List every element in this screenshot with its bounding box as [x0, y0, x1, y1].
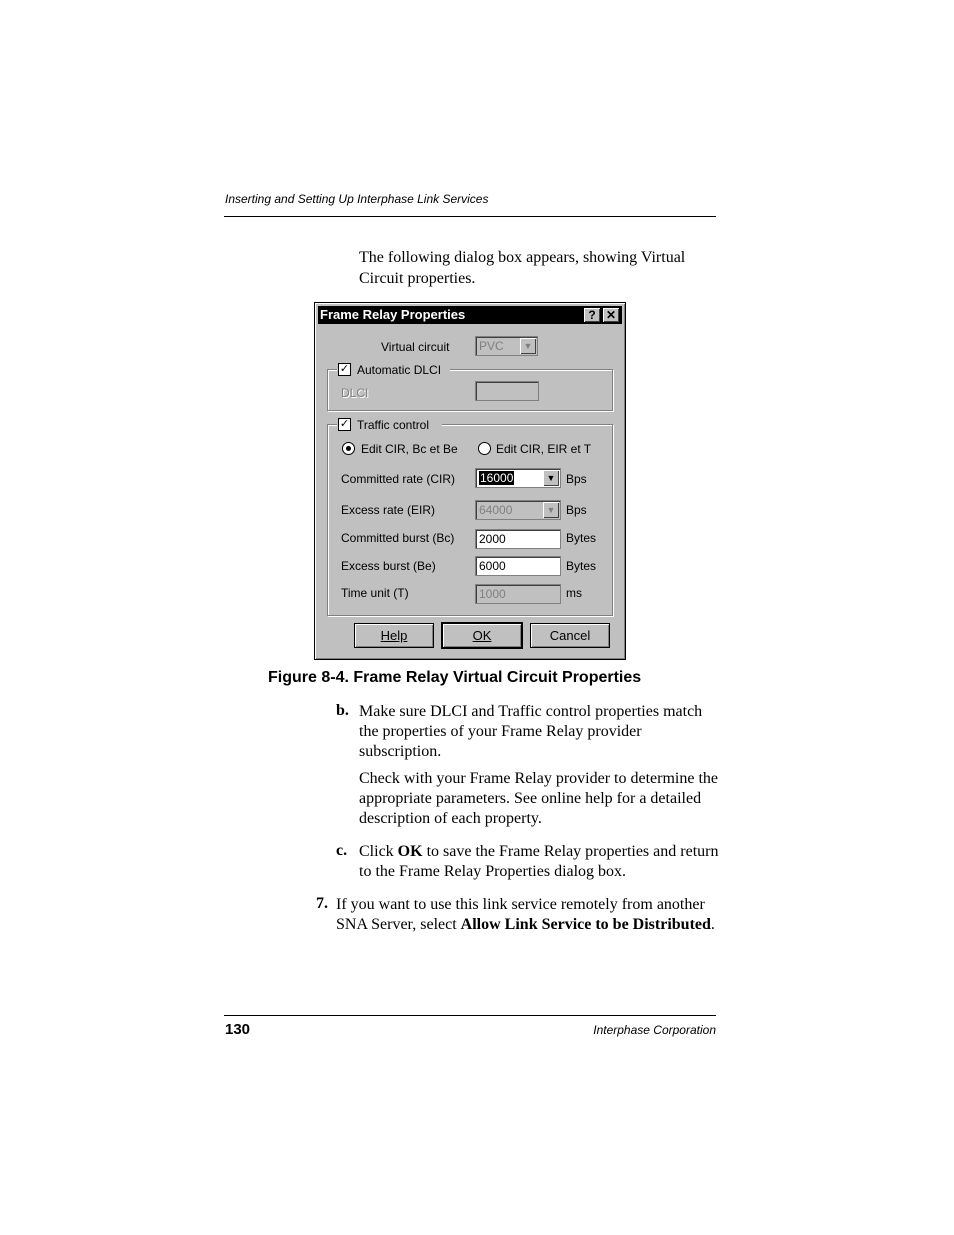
excess-rate-value: 64000 — [479, 503, 513, 517]
step-b-text: Make sure DLCI and Traffic control properties match the properties of your Frame Relay provider subscription. — [359, 703, 703, 760]
excess-rate-unit: Bps — [566, 503, 587, 517]
radio-cir-eir-t-label: Edit CIR, EIR et T — [496, 442, 592, 456]
step-c-pre: Click — [359, 843, 398, 860]
committed-rate-combo[interactable] — [475, 468, 561, 488]
traffic-control-row[interactable] — [337, 417, 442, 433]
footer-rule — [224, 1015, 716, 1016]
traffic-control-label: Traffic control — [357, 418, 430, 432]
close-title-button[interactable] — [603, 308, 619, 322]
excess-burst-input[interactable]: 6000 — [475, 556, 561, 576]
committed-rate-label: Committed rate (CIR) — [341, 472, 456, 486]
automatic-dlci-checkbox[interactable]: ✓ — [339, 363, 350, 375]
help-button[interactable]: Help — [354, 623, 434, 648]
step-c-marker: c. — [336, 842, 348, 859]
virtual-circuit-label: Virtual circuit — [381, 340, 450, 354]
dlci-label: DLCI — [341, 386, 369, 400]
header-rule — [224, 216, 716, 217]
close-icon: ✕ — [605, 308, 617, 322]
radio-cir-bc-be[interactable] — [342, 442, 355, 455]
step-c-bold: OK — [397, 843, 423, 860]
virtual-circuit-select[interactable] — [475, 336, 538, 356]
chevron-down-icon[interactable]: ▼ — [520, 338, 536, 354]
dlci-input[interactable] — [475, 381, 539, 401]
virtual-circuit-value: PVC — [479, 339, 504, 353]
excess-rate-combo[interactable] — [475, 500, 561, 520]
ok-button[interactable]: OK — [442, 623, 522, 648]
step-7-bold: Allow Link Service to be Distributed — [460, 916, 711, 933]
time-unit-input[interactable]: 1000 — [475, 584, 561, 604]
committed-rate-unit: Bps — [566, 472, 587, 486]
footer-company: Interphase Corporation — [593, 1023, 716, 1037]
figure-caption: Figure 8-4. Frame Relay Virtual Circuit Properties — [268, 669, 642, 686]
committed-burst-label: Committed burst (Bc) — [341, 531, 455, 545]
dialog-title: Frame Relay Properties — [320, 307, 466, 322]
step-7-post: . — [710, 916, 715, 933]
step-b-marker: b. — [336, 702, 349, 719]
dialog-titlebar — [318, 306, 622, 324]
excess-rate-label: Excess rate (EIR) — [341, 503, 436, 517]
step-7-text — [336, 895, 721, 935]
cancel-button[interactable]: Cancel — [530, 623, 610, 648]
step-7-pre: If you want to use this link service remotely from another SNA Server, select — [336, 896, 705, 933]
radio-cir-eir-t[interactable] — [478, 442, 491, 455]
excess-burst-label: Excess burst (Be) — [341, 559, 436, 573]
chevron-down-icon[interactable]: ▼ — [543, 502, 559, 518]
question-icon: ? — [588, 308, 596, 322]
step-b-text-2: Check with your Frame Relay provider to determine the appropriate parameters. See online help for a detailed description of each property. — [359, 770, 719, 827]
frame-relay-dialog — [314, 302, 626, 660]
automatic-dlci-label: Automatic DLCI — [357, 363, 442, 377]
running-header: Inserting and Setting Up Interphase Link Services — [225, 192, 489, 206]
committed-burst-unit: Bytes — [566, 531, 597, 545]
committed-burst-input[interactable]: 2000 — [475, 529, 561, 549]
step-c-post: to save the Frame Relay properties and return to the Frame Relay Properties dialog box. — [359, 843, 719, 880]
time-unit-unit: ms — [566, 586, 582, 600]
committed-rate-value: 16000 — [480, 471, 514, 485]
automatic-dlci-row[interactable] — [337, 362, 450, 378]
chevron-down-icon[interactable]: ▼ — [543, 470, 559, 486]
step-c-text — [359, 842, 719, 882]
excess-burst-unit: Bytes — [566, 559, 597, 573]
traffic-control-checkbox[interactable]: ✓ — [339, 418, 350, 430]
step-7-marker: 7. — [316, 895, 328, 912]
time-unit-label: Time unit (T) — [341, 586, 409, 600]
intro-paragraph: The following dialog box appears, showing Virtual Circuit properties. — [359, 249, 686, 287]
help-title-button[interactable] — [584, 308, 600, 322]
radio-cir-bc-be-label: Edit CIR, Bc et Be — [361, 442, 458, 456]
page-number: 130 — [225, 1021, 251, 1038]
